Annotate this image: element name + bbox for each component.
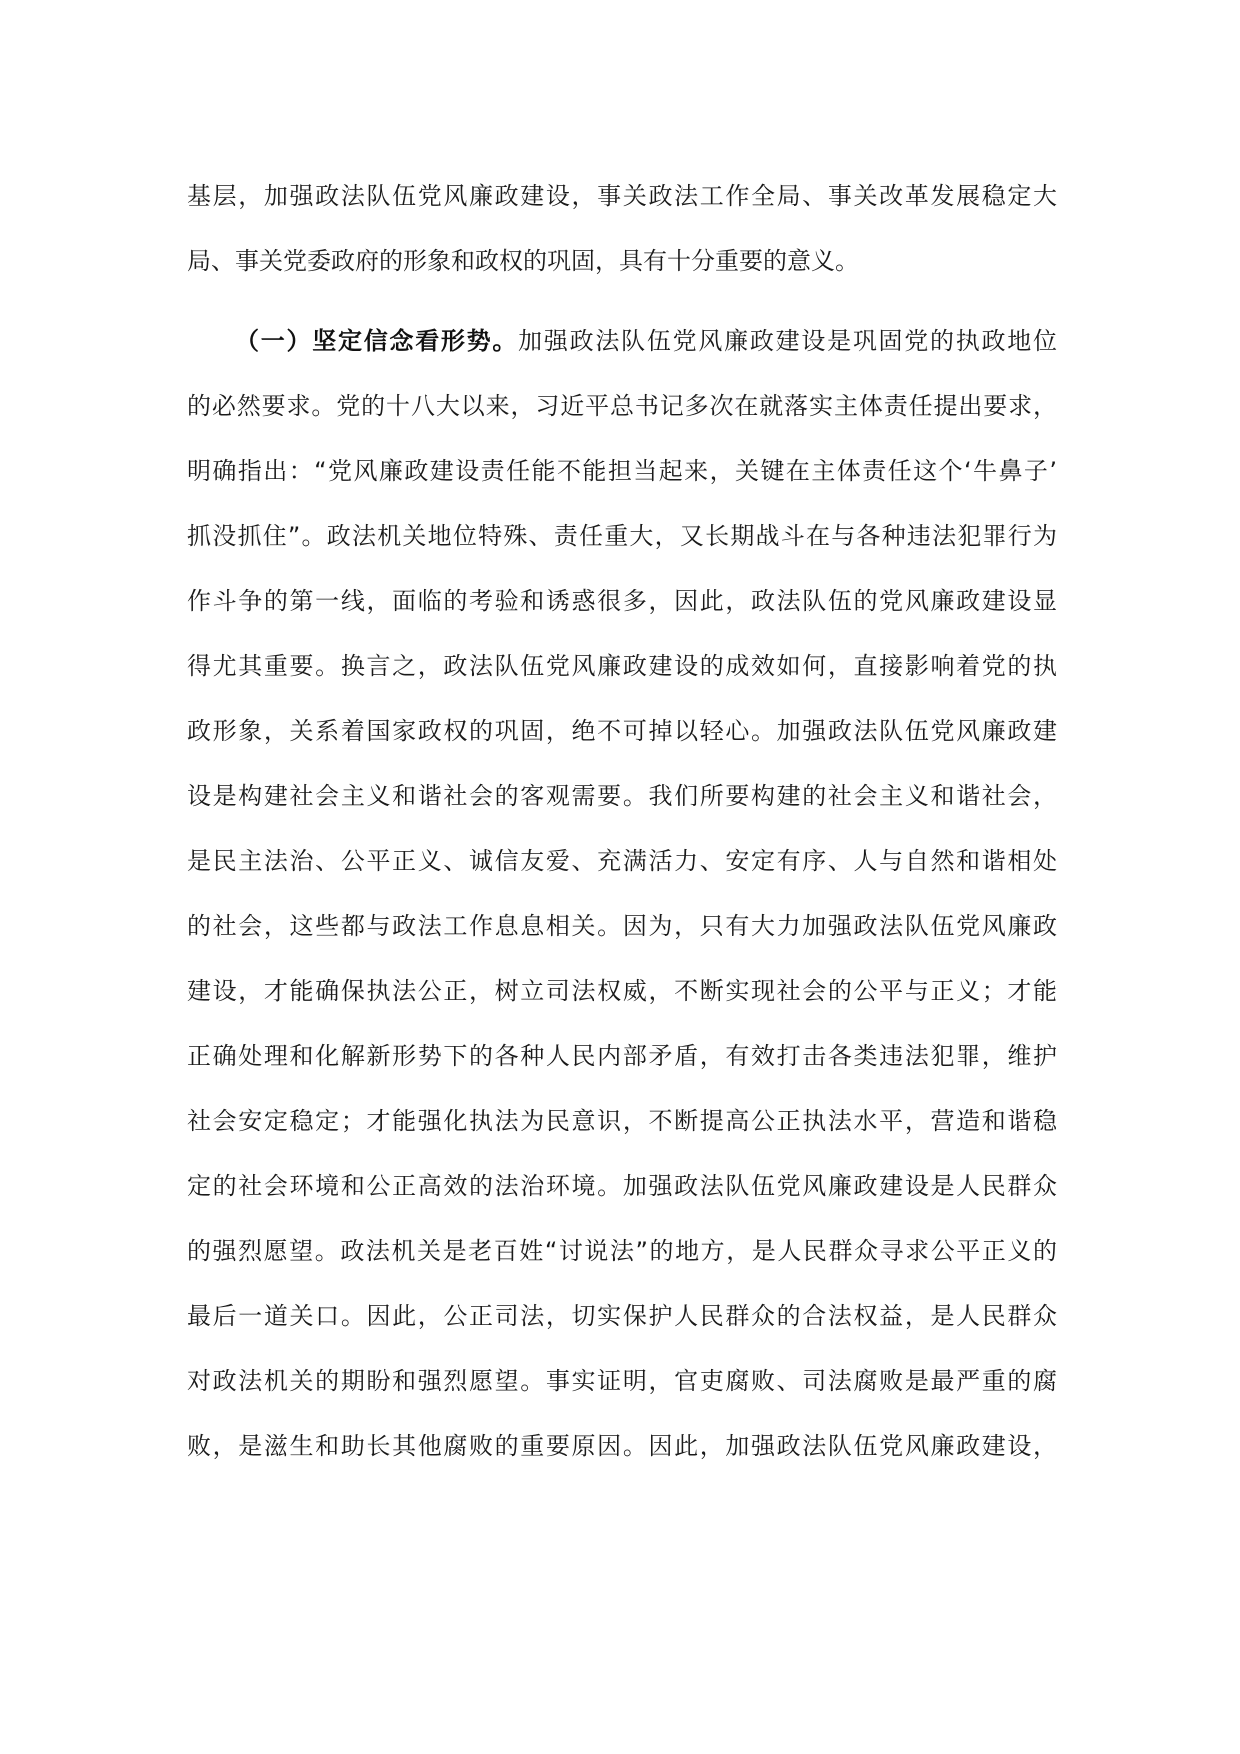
text-line: 明确指出：“党风廉政建设责任能不能担当起来，关键在主体责任这个‘牛鼻子’ [187,457,1057,485]
text-line: 建设，才能确保执法公正，树立司法权威，不断实现社会的公平与正义；才能 [187,977,1057,1005]
text-line: 局、事关党委政府的形象和政权的巩固，具有十分重要的意义。 [187,247,859,275]
text-line: 设是构建社会主义和谐社会的客观需要。我们所要构建的社会主义和谐社会， [187,782,1057,810]
text-line: 最后一道关口。因此，公正司法，切实保护人民群众的合法权益，是人民群众 [187,1302,1057,1330]
text-line: 败，是滋生和助长其他腐败的重要原因。因此，加强政法队伍党风廉政建设， [187,1432,1057,1460]
section-heading: （一）坚定信念看形势。 [235,327,519,355]
text-line: 的强烈愿望。政法机关是老百姓“讨说法”的地方，是人民群众寻求公平正义的 [187,1237,1057,1265]
text-line: 抓没抓住”。政法机关地位特殊、责任重大，又长期战斗在与各种违法犯罪行为 [187,522,1057,550]
text-line: 是民主法治、公平正义、诚信友爱、充满活力、安定有序、人与自然和谐相处 [187,847,1057,875]
text-line: 的社会，这些都与政法工作息息相关。因为，只有大力加强政法队伍党风廉政 [187,912,1057,940]
text-line: 作斗争的第一线，面临的考验和诱惑很多，因此，政法队伍的党风廉政建设显 [187,587,1057,615]
text-line: 得尤其重要。换言之，政法队伍党风廉政建设的成效如何，直接影响着党的执 [187,652,1057,680]
section-first-line [187,309,1057,374]
section-first-line-text: 加强政法队伍党风廉政建设是巩固党的执政地位 [518,327,1058,355]
text-line: 对政法机关的期盼和强烈愿望。事实证明，官吏腐败、司法腐败是最严重的腐 [187,1367,1057,1395]
paragraph-section-1 [187,309,1057,1479]
paragraph-intro [187,164,1057,294]
text-line: 基层，加强政法队伍党风廉政建设，事关政法工作全局、事关改革发展稳定大 [187,182,1057,210]
text-line: 社会安定稳定；才能强化执法为民意识，不断提高公正执法水平，营造和谐稳 [187,1107,1057,1135]
text-line: 政形象，关系着国家政权的巩固，绝不可掉以轻心。加强政法队伍党风廉政建 [187,717,1057,745]
text-line: 定的社会环境和公正高效的法治环境。加强政法队伍党风廉政建设是人民群众 [187,1172,1057,1200]
text-line: 的必然要求。党的十八大以来，习近平总书记多次在就落实主体责任提出要求， [187,392,1057,420]
text-line: 正确处理和化解新形势下的各种人民内部矛盾，有效打击各类违法犯罪，维护 [187,1042,1057,1070]
